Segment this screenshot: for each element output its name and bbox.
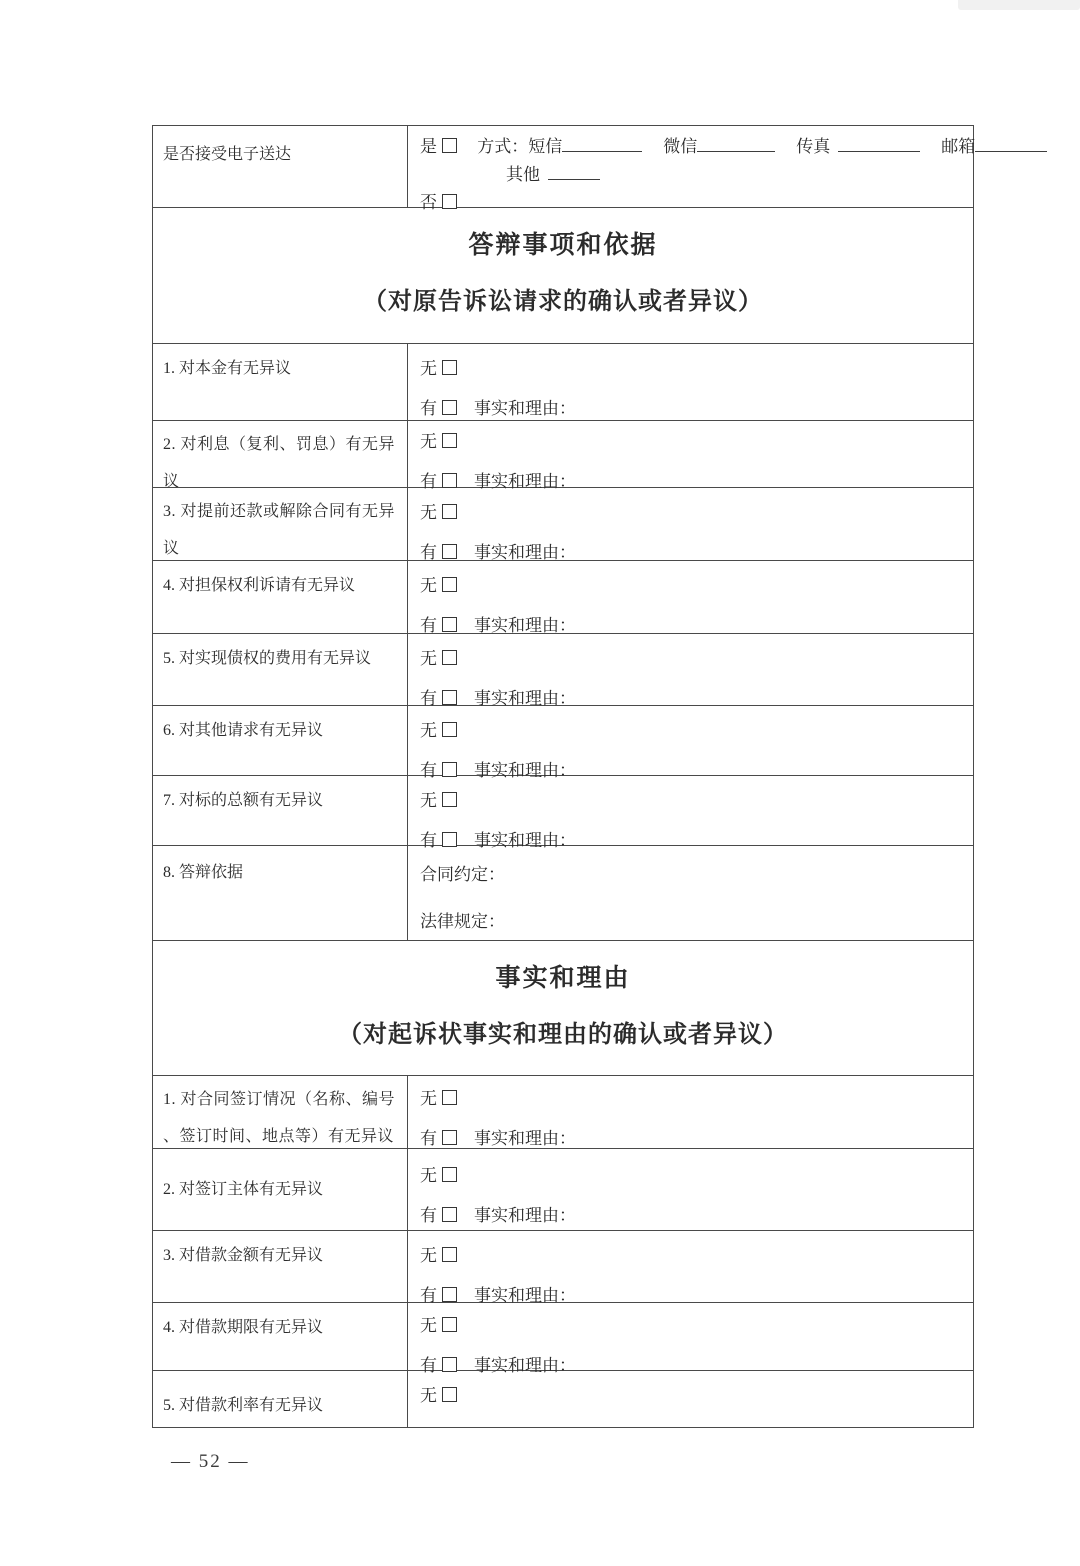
has-objection-checkbox[interactable] xyxy=(442,690,457,705)
no-objection-checkbox[interactable] xyxy=(442,722,457,737)
row-label-cell xyxy=(153,126,408,207)
electronic-service-row xyxy=(153,126,976,212)
no-objection-line xyxy=(420,646,965,672)
has-objection-label: 有 xyxy=(420,616,437,635)
no-objection-checkbox[interactable] xyxy=(442,1317,457,1332)
no-objection-checkbox[interactable] xyxy=(442,1167,457,1182)
row-label-cell xyxy=(153,1076,408,1148)
email-blank-field[interactable] xyxy=(975,137,1047,152)
facts-reason-label: 事实和理由： xyxy=(474,1206,576,1225)
row-answer-cell xyxy=(408,421,973,491)
facts-reason-label: 事实和理由： xyxy=(474,399,576,418)
no-objection-label: 无 xyxy=(420,649,437,668)
no-objection-line xyxy=(420,500,965,526)
page-number: — 52 — xyxy=(171,1451,250,1472)
no-objection-label: 无 xyxy=(420,1166,437,1185)
contract-stipulation-line xyxy=(420,862,965,888)
table-row xyxy=(153,344,973,421)
no-objection-checkbox[interactable] xyxy=(442,504,457,519)
method-label: 方式： xyxy=(477,137,529,156)
row-answer-cell xyxy=(408,1231,973,1305)
service-no-line xyxy=(420,189,1047,216)
has-objection-checkbox[interactable] xyxy=(442,1207,457,1222)
has-objection-checkbox[interactable] xyxy=(442,1287,457,1302)
row-answer-cell xyxy=(408,776,973,850)
no-objection-label: 无 xyxy=(420,576,437,595)
no-objection-label: 无 xyxy=(420,359,437,378)
no-objection-line xyxy=(420,1383,965,1409)
table-row xyxy=(153,488,973,561)
has-objection-label: 有 xyxy=(420,543,437,562)
has-objection-label: 有 xyxy=(420,831,437,850)
row-label: 3. 对提前还款或解除合同有无异议 xyxy=(163,503,396,557)
no-objection-line xyxy=(420,356,965,382)
table-row xyxy=(153,421,973,491)
no-objection-label: 无 xyxy=(420,791,437,810)
has-objection-checkbox[interactable] xyxy=(442,617,457,632)
no-objection-checkbox[interactable] xyxy=(442,1387,457,1402)
no-objection-label: 无 xyxy=(420,1316,437,1335)
facts-reason-label: 事实和理由： xyxy=(474,761,576,780)
section1-subtitle: （对原告诉讼请求的确认或者异议） xyxy=(363,288,763,315)
row-label-cell xyxy=(153,488,408,560)
table-row xyxy=(153,1076,973,1149)
row-label-cell xyxy=(153,846,408,940)
method-fax xyxy=(796,137,920,156)
section1-header xyxy=(153,208,973,344)
row-label: 5. 对实现债权的费用有无异议 xyxy=(163,650,372,667)
table-row xyxy=(153,1231,973,1303)
method-email xyxy=(941,137,1047,156)
has-objection-label: 有 xyxy=(420,1129,437,1148)
has-objection-checkbox[interactable] xyxy=(442,832,457,847)
no-objection-line xyxy=(420,718,965,744)
row-answer-cell xyxy=(408,634,973,708)
method-fax-label: 传真 xyxy=(796,137,831,156)
method-sms-label: 短信 xyxy=(528,137,563,156)
contract-stipulation-label: 合同约定： xyxy=(420,865,505,884)
no-objection-line xyxy=(420,1313,965,1339)
other-blank-field[interactable] xyxy=(548,165,600,180)
no-objection-label: 无 xyxy=(420,432,437,451)
row-label: 2. 对签订主体有无异议 xyxy=(163,1180,324,1198)
no-objection-line xyxy=(420,788,965,814)
no-objection-label: 无 xyxy=(420,1089,437,1108)
row-label-cell xyxy=(153,1231,408,1302)
has-objection-line xyxy=(420,396,965,422)
row-label: 7. 对标的总额有无异议 xyxy=(163,792,324,809)
row-answer-cell xyxy=(408,1303,973,1375)
row-answer-cell xyxy=(408,1076,973,1148)
has-objection-checkbox[interactable] xyxy=(442,762,457,777)
no-objection-checkbox[interactable] xyxy=(442,792,457,807)
no-checkbox[interactable] xyxy=(442,194,457,209)
row-label: 8. 答辩依据 xyxy=(163,864,244,881)
has-objection-checkbox[interactable] xyxy=(442,1357,457,1372)
has-objection-checkbox[interactable] xyxy=(442,1130,457,1145)
table-row xyxy=(153,1303,973,1375)
section2-header xyxy=(153,941,973,1076)
row-label: 1. 对本金有无异议 xyxy=(163,360,292,377)
no-objection-line xyxy=(420,1243,965,1269)
has-objection-label: 有 xyxy=(420,1286,437,1305)
table-row xyxy=(153,561,973,634)
section2-subtitle: （对起诉状事实和理由的确认或者异议） xyxy=(338,1021,788,1048)
row-label: 3. 对借款金额有无异议 xyxy=(163,1247,324,1264)
row-label-cell xyxy=(153,561,408,633)
legal-provision-line xyxy=(420,909,965,935)
no-objection-label: 无 xyxy=(420,503,437,522)
no-objection-checkbox[interactable] xyxy=(442,650,457,665)
no-objection-checkbox[interactable] xyxy=(442,577,457,592)
row-label-cell xyxy=(153,776,408,845)
wechat-blank-field[interactable] xyxy=(697,137,775,152)
fax-blank-field[interactable] xyxy=(838,137,920,152)
row-answer-cell xyxy=(408,706,973,780)
has-objection-label: 有 xyxy=(420,399,437,418)
facts-reason-label: 事实和理由： xyxy=(474,1286,576,1305)
service-other-line xyxy=(506,161,1047,188)
row-label: 6. 对其他请求有无异议 xyxy=(163,722,324,739)
no-objection-line xyxy=(420,1163,965,1189)
has-objection-label: 有 xyxy=(420,689,437,708)
no-objection-checkbox[interactable] xyxy=(442,433,457,448)
table-row xyxy=(153,634,973,706)
facts-reason-label: 事实和理由： xyxy=(474,1129,576,1148)
row-answer-cell xyxy=(408,126,1055,212)
row-label-cell xyxy=(153,634,408,705)
has-objection-label: 有 xyxy=(420,1206,437,1225)
table-row xyxy=(153,776,973,850)
row-label-cell xyxy=(153,706,408,775)
has-objection-label: 有 xyxy=(420,761,437,780)
facts-reason-label: 事实和理由： xyxy=(474,543,576,562)
other-label: 其他 xyxy=(506,165,540,184)
scan-artifact xyxy=(958,0,1080,10)
section2-title: 事实和理由 xyxy=(495,964,631,992)
row-label: 1. 对合同签订情况（名称、编号、签订时间、地点等）有无异议 xyxy=(163,1091,396,1145)
defense-basis-row xyxy=(153,846,973,941)
row-label-cell xyxy=(153,1149,408,1230)
no-label: 否 xyxy=(420,193,437,212)
table-row xyxy=(153,1149,973,1231)
legal-provision-label: 法律规定： xyxy=(420,912,505,931)
service-yes-line xyxy=(420,133,1047,160)
sms-blank-field[interactable] xyxy=(562,137,642,152)
method-sms xyxy=(528,137,642,156)
row-answer-cell xyxy=(408,344,973,420)
no-objection-checkbox[interactable] xyxy=(442,360,457,375)
has-objection-checkbox[interactable] xyxy=(442,544,457,559)
facts-reason-label: 事实和理由： xyxy=(474,1356,576,1375)
has-objection-label: 有 xyxy=(420,1356,437,1375)
no-objection-line xyxy=(420,429,965,455)
facts-reason-label: 事实和理由： xyxy=(474,689,576,708)
row-label: 5. 对借款利率有无异议 xyxy=(163,1397,324,1414)
table-row xyxy=(153,1371,973,1427)
defense-form-table xyxy=(152,125,974,1428)
row-label-cell xyxy=(153,344,408,420)
no-objection-checkbox[interactable] xyxy=(442,1090,457,1105)
has-objection-checkbox[interactable] xyxy=(442,473,457,488)
row-answer-cell xyxy=(408,846,973,940)
has-objection-label: 有 xyxy=(420,472,437,491)
no-objection-label: 无 xyxy=(420,1386,437,1405)
row-answer-cell xyxy=(408,1371,973,1427)
method-email-label: 邮箱 xyxy=(941,137,976,156)
no-objection-label: 无 xyxy=(420,1246,437,1265)
row-label: 4. 对担保权利诉请有无异议 xyxy=(163,577,356,594)
row-answer-cell xyxy=(408,1149,973,1230)
no-objection-checkbox[interactable] xyxy=(442,1247,457,1262)
no-objection-line xyxy=(420,573,965,599)
facts-reason-label: 事实和理由： xyxy=(474,831,576,850)
no-objection-line xyxy=(420,1086,965,1112)
yes-checkbox[interactable] xyxy=(442,138,457,153)
electronic-service-label: 是否接受电子送达 xyxy=(163,146,292,163)
row-label-cell xyxy=(153,1303,408,1370)
method-wechat-label: 微信 xyxy=(663,137,698,156)
row-answer-cell xyxy=(408,561,973,633)
row-answer-cell xyxy=(408,488,973,560)
section1-title: 答辩事项和依据 xyxy=(468,231,658,259)
row-label-cell xyxy=(153,421,408,490)
has-objection-line xyxy=(420,1203,965,1229)
facts-reason-label: 事实和理由： xyxy=(474,616,576,635)
yes-label: 是 xyxy=(420,137,437,156)
row-label: 4. 对借款期限有无异议 xyxy=(163,1319,324,1336)
row-label: 2. 对利息（复利、罚息）有无异议 xyxy=(163,436,396,490)
row-label-cell xyxy=(153,1371,408,1427)
table-row xyxy=(153,706,973,780)
no-objection-label: 无 xyxy=(420,721,437,740)
facts-reason-label: 事实和理由： xyxy=(474,472,576,491)
has-objection-checkbox[interactable] xyxy=(442,400,457,415)
method-wechat xyxy=(663,137,775,156)
